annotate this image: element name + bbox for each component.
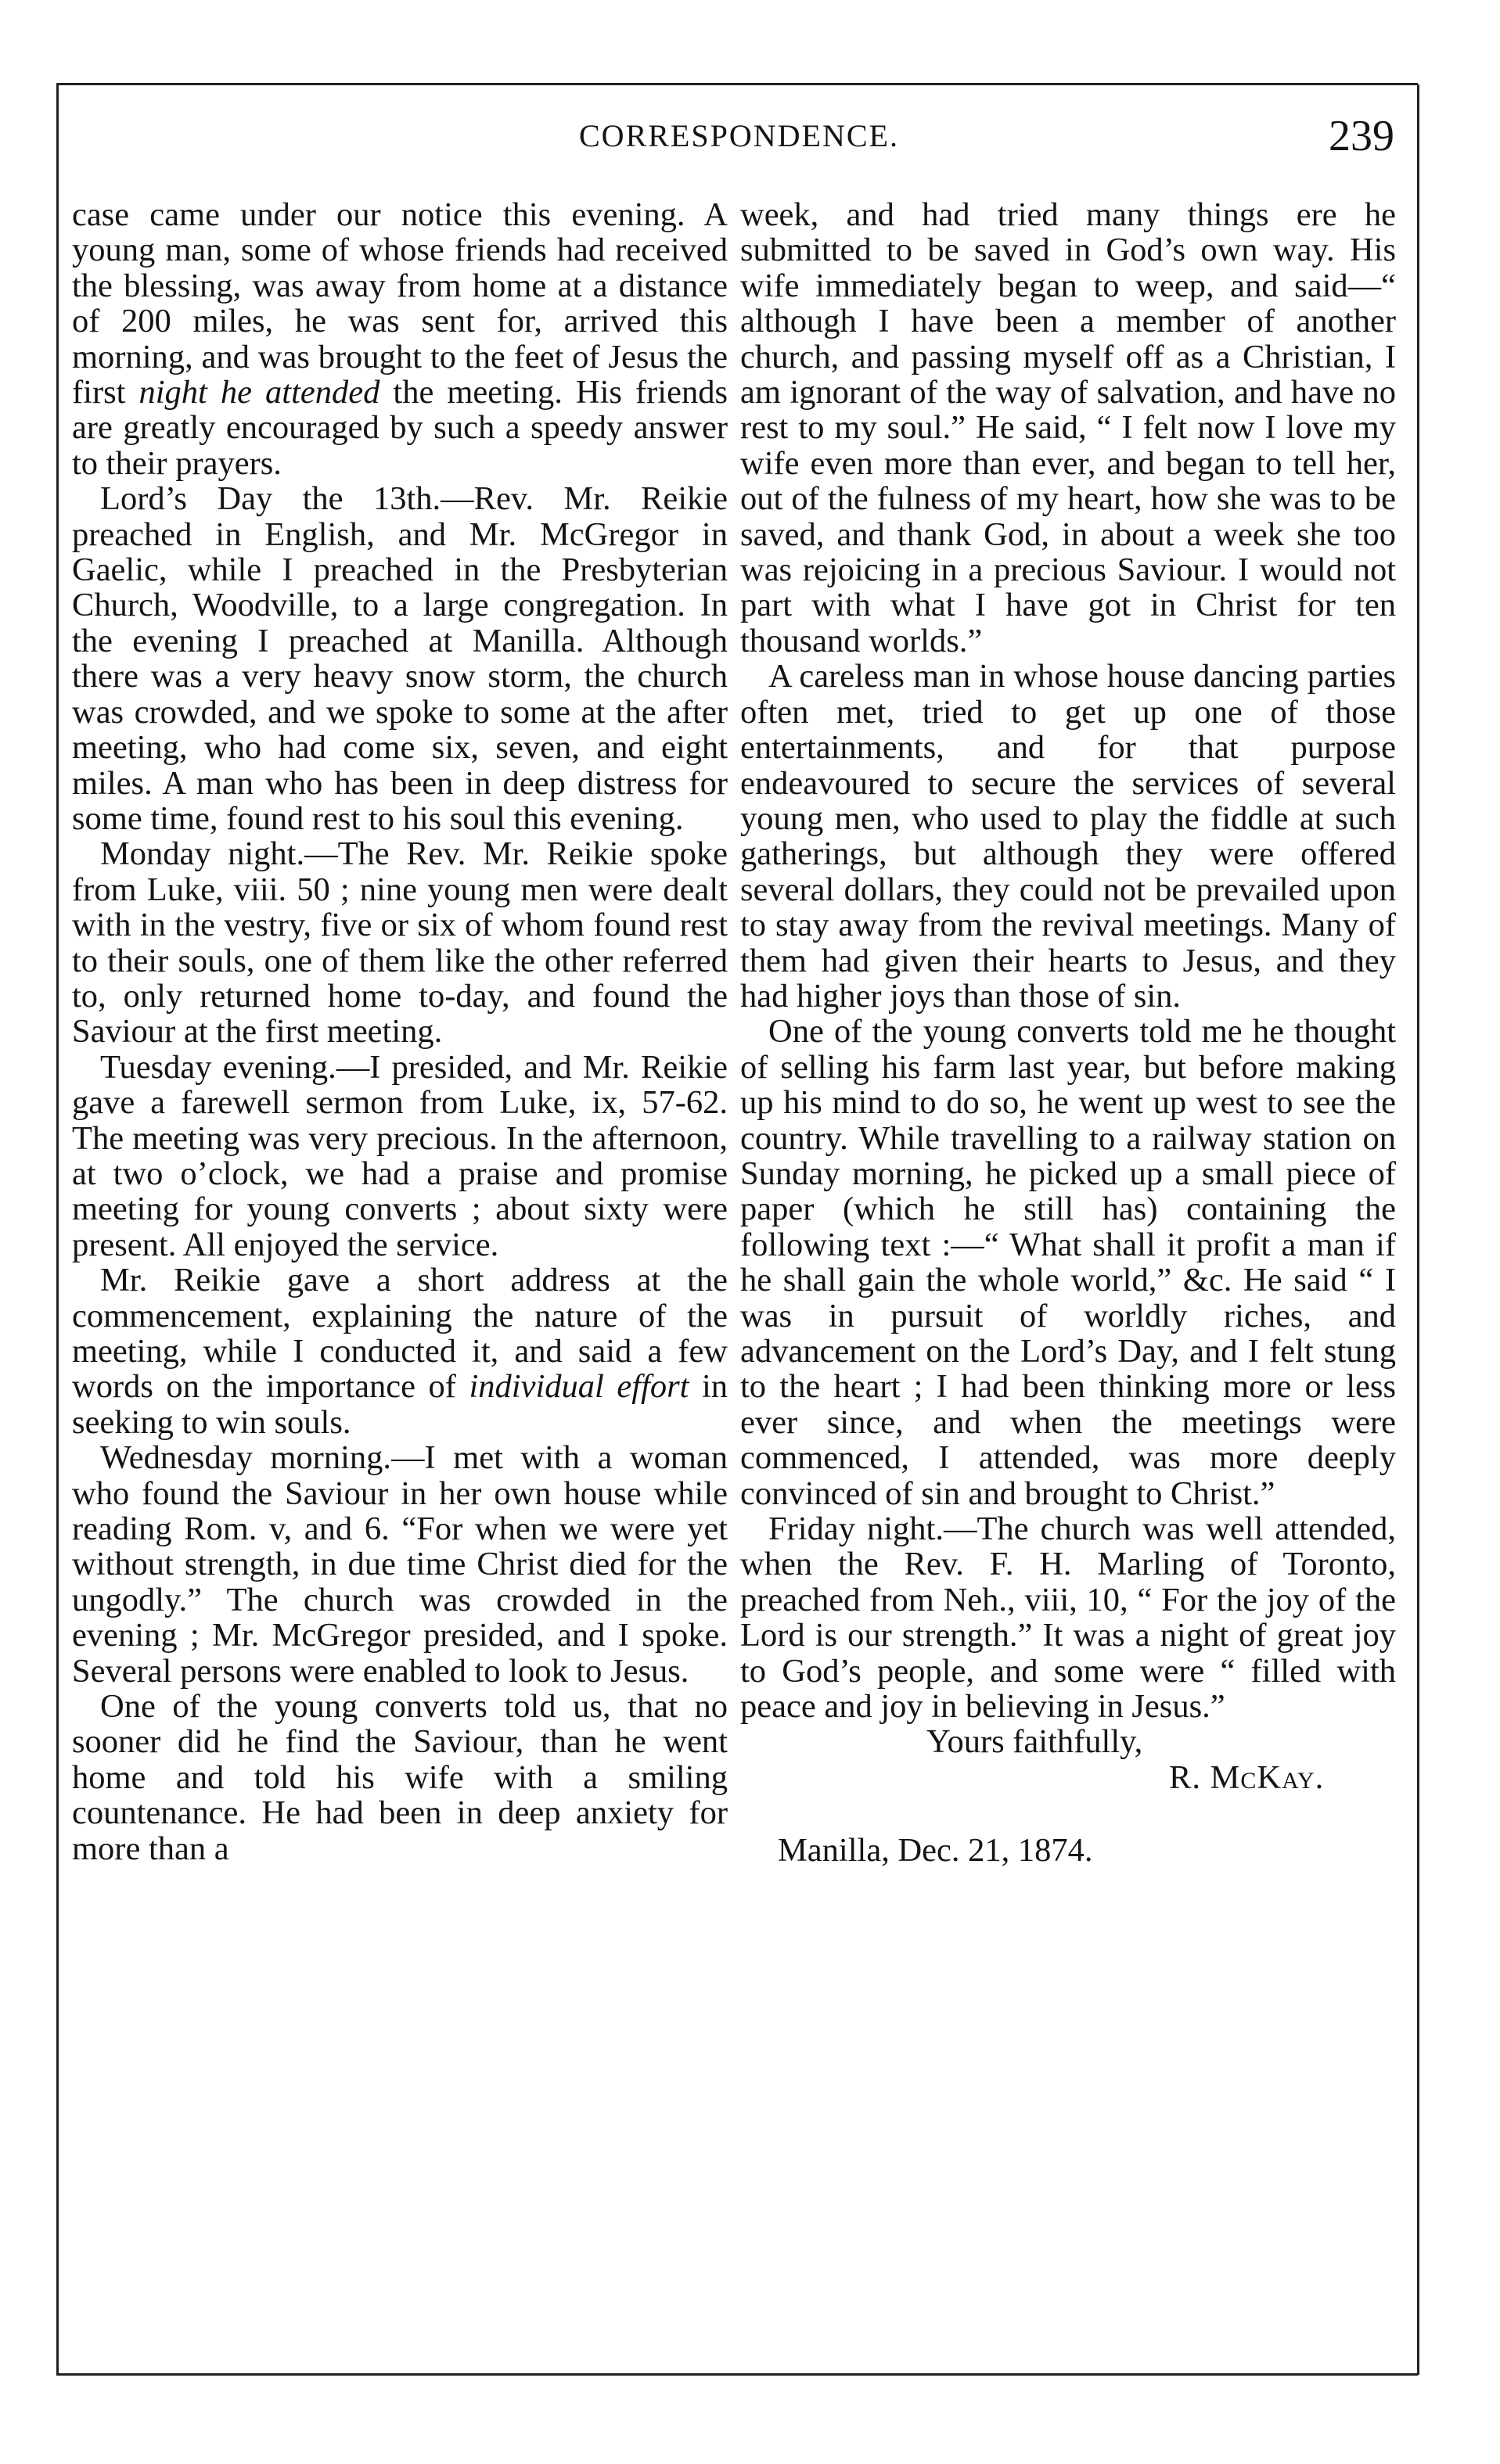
paragraph-continued-week: week, and had tried many things ere he submitted to be saved in God’s own way. His wife immediately began to weep, and said—“ although I have been a member of another church, and passing myself off as a Christian, I am ignorant of the way of salvation, and have no rest to my soul.” He said, “ I felt now I love my wife even more than ever, and began to tell her, out of the fulness of my heart, how she was to be saved, and thank God, in about a week she too was rejoicing in a precious Saviour. I would not part with what I have got in Christ for ten thousand worlds.” [740, 196, 1396, 659]
bottom-rule [56, 2373, 1418, 2376]
paragraph-friday-night: Friday night.—The church was well attended, when the Rev. F. H. Marling of Toronto, preached from Neh., viii, 10, “ For the joy of the Lord is our strength.” It was a night of great joy to God’s people, and some were “ filled with peace and joy in believing in Jesus.” [740, 1510, 1396, 1726]
paragraph-text: the meeting. His friends are greatly encouraged by such a speedy answer to their prayers. [72, 374, 728, 482]
paragraph-young-convert-wife: One of the young converts told us, that no sooner did he find the Saviour, than he went home and told his wife with a smiling countenance. He had been in deep anxiety for more than a [72, 1688, 728, 1867]
emphasis-text: individual effort [469, 1368, 689, 1406]
paragraph-text: in seeking to win souls. [72, 1368, 728, 1441]
paragraph-careless-man: A careless man in whose house dancing parties often met, tried to get up one of those entertainments, and for that purpose endeavoured to secure the services of several young men, who used to play the fiddle at such gatherings, but although they were offered several dollars, they could not be prevailed upon to stay away from the revival meetings. Many of them had given their hearts to Jesus, and they had higher joys than those of sin. [740, 658, 1396, 1015]
paragraph-reikie-address [72, 1263, 728, 1440]
paragraph-monday-night: Monday night.—The Rev. Mr. Reikie spoke from Luke, viii. 50 ; nine young men were dealt with in the vestry, five or six of whom found rest to their souls, one of them like the other referred to, only returned home to-day, and found the Saviour at the first meeting. [72, 835, 728, 1051]
dateline: Manilla, Dec. 21, 1874. [778, 1832, 1093, 1870]
paragraph-text: Mr. Reikie gave a short address at the commencement, explaining the nature of the meeting, while I conducted it, and said a few words on the importance of [72, 1262, 728, 1406]
running-head [0, 112, 1500, 164]
running-title: CORRESPONDENCE. [579, 118, 899, 153]
paragraph-lords-day: Lord’s Day the 13th.—Rev. Mr. Reikie preached in English, and Mr. McGregor in Gaelic, while I preached in the Presbyterian Church, Woodville, to a large congregation. In the evening I preached at Manilla. Although there was a very heavy snow storm, the church was crowded, and we spoke to some at the after meeting, who had come six, seven, and eight miles. A man who has been in deep distress for some time, found rest to his soul this evening. [72, 480, 728, 837]
paragraph-text: case came under our notice this evening. A young man, some of whose friends had received the blessing, was away from home at a distance of 200 miles, he was sent for, arrived this morning, and was brought to the feet of Jesus the first [72, 196, 728, 411]
closing-salutation: Yours faithfully, [926, 1723, 1143, 1761]
emphasis-text: night he attended [138, 374, 380, 411]
page-number: 239 [1329, 112, 1394, 160]
paragraph-wednesday-morning: Wednesday morning.—I met with a woman who found the Saviour in her own house while reading Rom. v, and 6. “For when we were yet without strength, in due time Christ died for the ungodly.” The church was crowded in the evening ; Mr. McGregor presided, and I spoke. Several persons were enabled to look to Jesus. [72, 1439, 728, 1690]
right-column [740, 197, 1396, 1869]
signature: R. McKay. [1169, 1758, 1325, 1796]
paragraph-tuesday-evening: Tuesday evening.—I presided, and Mr. Reikie gave a farewell sermon from Luke, ix, 57-62. The meeting was very precious. In the afternoon, at two o’clock, we had a praise and promise meeting for young converts ; about sixty were present. All enjoyed the service. [72, 1048, 728, 1263]
paragraph-farm-convert: One of the young converts told me he thought of selling his farm last year, but before making up his mind to do so, he went up west to see the country. While travelling to a railway station on Sunday morning, he picked up a small piece of paper (which he still has) containing the following text :—“ What shall it profit a man if he shall gain the whole world,” &c. He said “ I was in pursuit of worldly riches, and advancement on the Lord’s Day, and I felt stung to the heart ; I had been thinking more or less ever since, and when the meetings were commenced, I attended, was more deeply convinced of sin and brought to Christ.” [740, 1013, 1396, 1512]
left-column [72, 197, 728, 1866]
paragraph-continued-case [72, 197, 728, 481]
